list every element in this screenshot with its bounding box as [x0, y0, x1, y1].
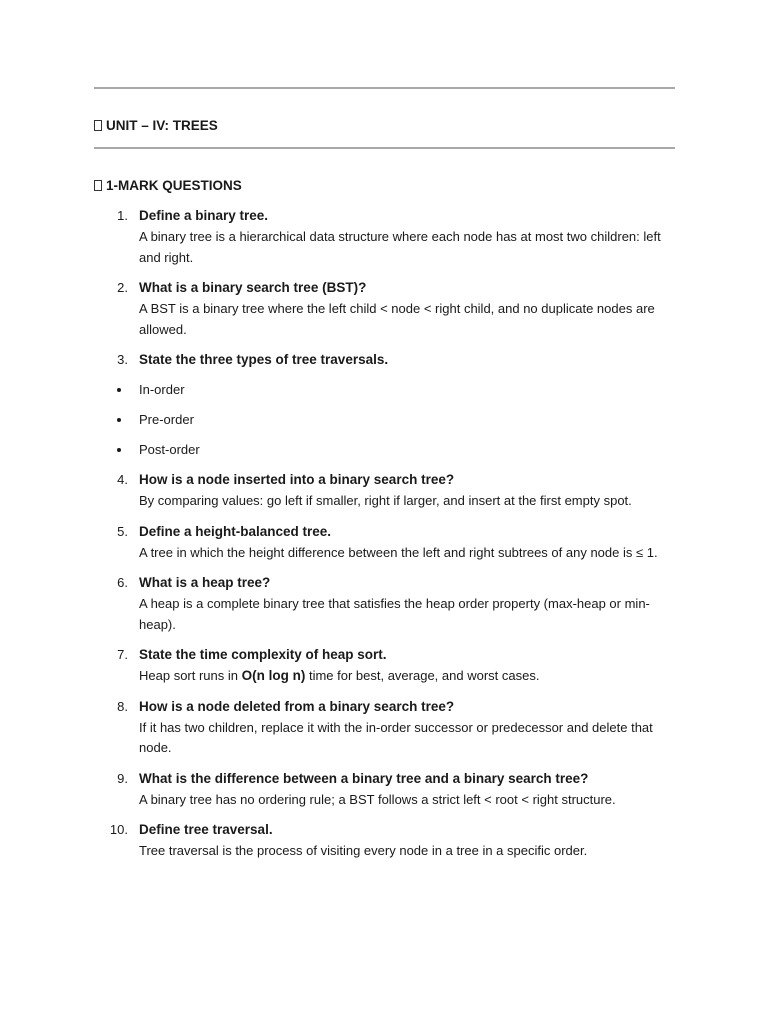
question-answer: Tree traversal is the process of visiting every node in a tree in a specific order.	[139, 843, 588, 858]
question-answer: A tree in which the height difference between the left and right subtrees of any node is ≤ 1.	[139, 544, 658, 560]
question-answer: A binary tree is a hierarchical data structure where each node has at most two children: left and right.	[139, 229, 661, 265]
question-title: What is a heap tree?	[139, 575, 271, 590]
bullet-item	[94, 379, 675, 401]
question-title: Define tree traversal.	[139, 822, 273, 837]
question-title: State the time complexity of heap sort.	[139, 647, 387, 662]
question-item	[94, 277, 675, 340]
square-glyph-icon	[94, 120, 102, 131]
answer-text-pre: Heap sort runs in	[139, 668, 242, 683]
answer-text-post: time for best, average, and worst cases.	[305, 668, 540, 683]
question-title: What is a binary search tree (BST)?	[139, 280, 367, 295]
unit-heading-text: UNIT – IV: TREES	[106, 118, 218, 133]
question-item	[94, 644, 675, 687]
bullet-item	[94, 439, 675, 461]
question-item	[94, 572, 675, 635]
question-number: 3.	[117, 352, 128, 367]
bullet-item	[94, 409, 675, 431]
top-divider	[94, 87, 675, 89]
question-number: 4.	[117, 472, 128, 487]
bullet-text: Pre-order	[139, 412, 194, 427]
question-item	[94, 521, 675, 564]
question-list	[94, 205, 675, 871]
bullet-text: In-order	[139, 382, 185, 397]
question-title: Define a height-balanced tree.	[139, 523, 332, 539]
question-number: 9.	[117, 770, 128, 786]
question-number: 6.	[117, 575, 128, 590]
question-title: How is a node inserted into a binary search tree?	[139, 472, 455, 487]
question-item	[94, 696, 675, 759]
question-number: 7.	[117, 647, 128, 662]
question-number: 10.	[109, 822, 128, 837]
bullet-dot-icon	[117, 448, 121, 452]
question-item	[94, 469, 675, 512]
question-number: 1.	[117, 208, 128, 223]
question-answer: A BST is a binary tree where the left child < node < right child, and no duplicate nodes are allowed.	[139, 301, 655, 337]
section-heading	[94, 177, 242, 195]
question-answer: A heap is a complete binary tree that satisfies the heap order property (max-heap or min-heap).	[139, 596, 650, 632]
question-item	[94, 205, 675, 268]
bullet-dot-icon	[117, 388, 121, 392]
question-title: What is the difference between a binary tree and a binary search tree?	[139, 770, 589, 786]
bullet-dot-icon	[117, 418, 121, 422]
square-glyph-icon	[94, 180, 102, 191]
question-number: 8.	[117, 698, 128, 714]
question-title: State the three types of tree traversals.	[139, 352, 389, 367]
question-title: Define a binary tree.	[139, 208, 269, 223]
middle-divider	[94, 147, 675, 149]
question-answer: If it has two children, replace it with the in-order successor or predecessor and delete that node.	[139, 719, 653, 755]
question-title: How is a node deleted from a binary search tree?	[139, 698, 455, 714]
section-heading-text: 1-MARK QUESTIONS	[106, 178, 242, 193]
question-item	[94, 768, 675, 811]
question-number: 2.	[117, 280, 128, 295]
question-answer: By comparing values: go left if smaller, right if larger, and insert at the first empty spot.	[139, 493, 632, 508]
bullet-text: Post-order	[139, 442, 200, 457]
question-answer	[139, 666, 675, 687]
question-item	[94, 819, 675, 862]
question-number: 5.	[117, 523, 128, 539]
unit-heading	[94, 117, 218, 135]
question-answer: A binary tree has no ordering rule; a BST follows a strict left < root < right structure.	[139, 791, 616, 807]
complexity-value: O(n log n)	[241, 668, 306, 683]
question-item	[94, 349, 675, 371]
